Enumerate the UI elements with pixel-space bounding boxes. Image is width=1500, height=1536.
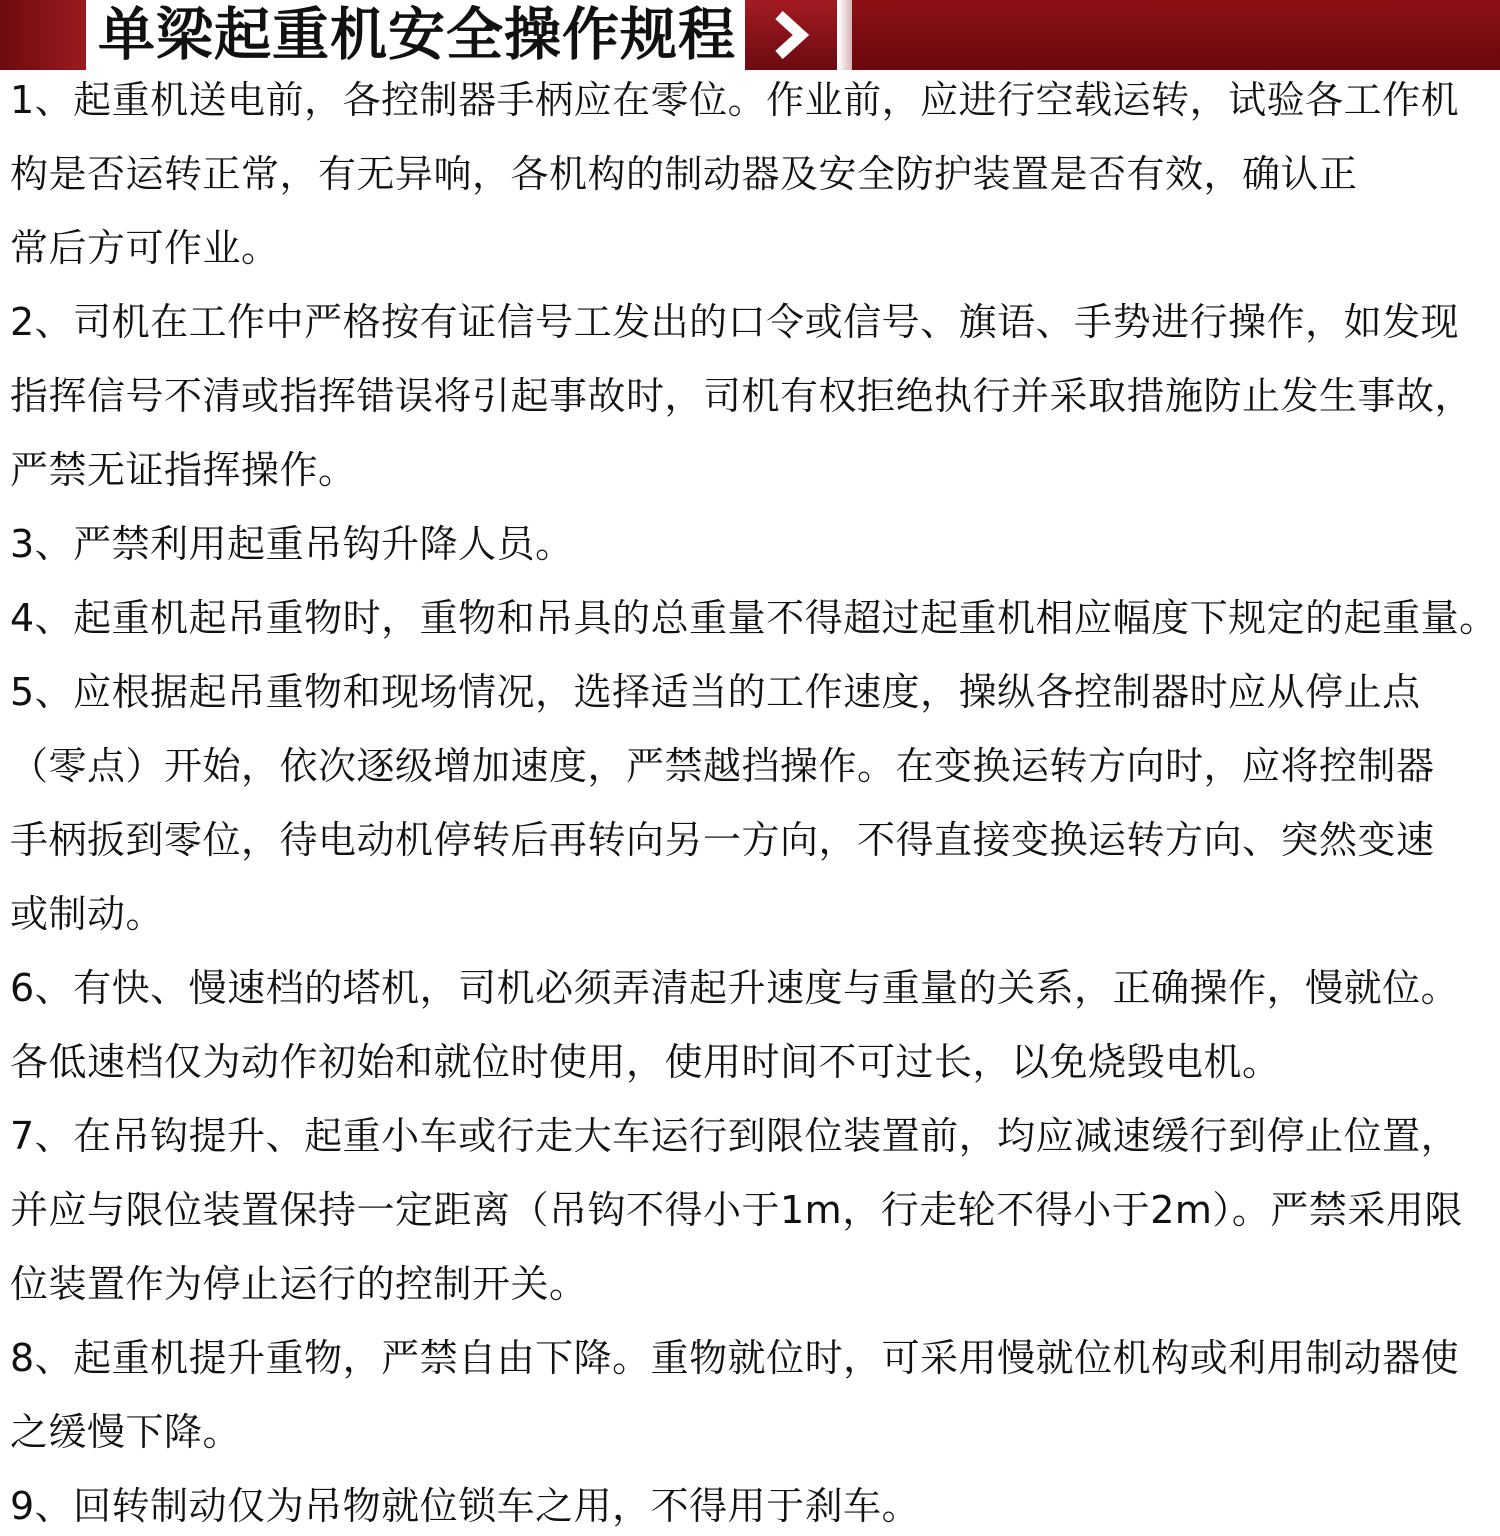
text-line: 6、有快、慢速档的塔机，司机必须弄清起升速度与重量的关系，正确操作，慢就位。 <box>10 966 1460 1010</box>
chevron-right-icon <box>767 11 815 59</box>
text-line: 8、起重机提升重物，严禁自由下降。重物就位时，可采用慢就位机构或利用制动器使 <box>10 1336 1460 1380</box>
text-line: 构是否运转正常，有无异响，各机构的制动器及安全防护装置是否有效，确认正 <box>10 152 1358 196</box>
text-line: 手柄扳到零位，待电动机停转后再转向另一方向，不得直接变换运转方向、突然变速 <box>10 818 1435 862</box>
header-banner <box>0 0 1500 70</box>
banner-right-block <box>852 0 1500 70</box>
banner-divider <box>838 0 852 70</box>
text-line: 3、严禁利用起重吊钩升降人员。 <box>10 522 574 566</box>
text-line: 7、在吊钩提升、起重小车或行走大车运行到限位装置前，均应减速缓行到停止位置， <box>10 1114 1460 1158</box>
arrow-block <box>745 0 837 70</box>
text-line: 1、起重机送电前，各控制器手柄应在零位。作业前，应进行空载运转，试验各工作机 <box>10 78 1460 122</box>
text-line: 位装置作为停止运行的控制开关。 <box>10 1262 588 1306</box>
title-box <box>86 0 738 70</box>
text-line: 各低速档仅为动作初始和就位时使用，使用时间不可过长，以免烧毁电机。 <box>10 1040 1281 1084</box>
text-line: 之缓慢下降。 <box>10 1410 242 1454</box>
text-line: 2、司机在工作中严格按有证信号工发出的口令或信号、旗语、手势进行操作，如发现 <box>10 300 1460 344</box>
text-line: 4、起重机起吊重物时，重物和吊具的总重量不得超过起重机相应幅度下规定的起重量。 <box>10 596 1498 640</box>
text-line: 常后方可作业。 <box>10 226 280 270</box>
text-line: 5、应根据起吊重物和现场情况，选择适当的工作速度，操纵各控制器时应从停止点 <box>10 670 1421 714</box>
text-line: 并应与限位装置保持一定距离（吊钩不得小于1m，行走轮不得小于2m）。严禁采用限 <box>10 1188 1463 1232</box>
page-title: 单梁起重机安全操作规程 <box>98 2 736 68</box>
banner-left-block <box>0 0 86 70</box>
text-line: （零点）开始，依次逐级增加速度，严禁越挡操作。在变换运转方向时，应将控制器 <box>10 744 1435 788</box>
text-line: 严禁无证指挥操作。 <box>10 448 357 492</box>
text-line: 9、回转制动仅为吊物就位锁车之用，不得用于刹车。 <box>10 1484 921 1528</box>
text-line: 或制动。 <box>10 892 165 936</box>
text-line: 指挥信号不清或指挥错误将引起事故时，司机有权拒绝执行并采取措施防止发生事故， <box>10 374 1474 418</box>
